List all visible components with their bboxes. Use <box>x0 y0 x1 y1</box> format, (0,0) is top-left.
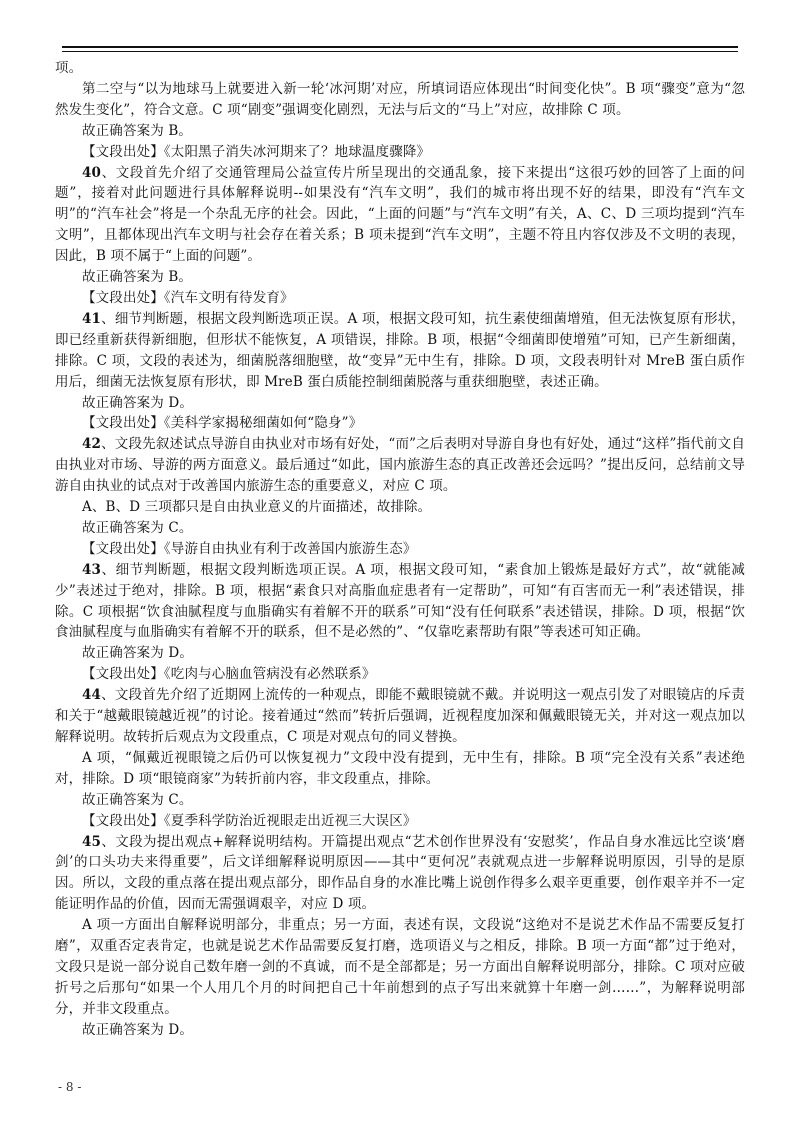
question-paragraph: 42、文段先叙述试点导游自由执业对市场有好处，“而”之后表明对导游自身也有好处，通过“这样”指代前文自由执业对市场、导游的两方面意义。最后通过“如此，国内旅游生态的真正改善还会远吗？”提出反问，总结前文导游自由执业的试点对于改善国内旅游生态的重要意义，对应 C 项。 <box>55 436 745 495</box>
source-line: 【文段出处】《夏季科学防治近视眼走出近视三大误区》 <box>82 812 417 829</box>
source-line: 【文段出处】《导游自由执业有利于改善国内旅游生态》 <box>82 540 417 557</box>
header-rule-thin <box>62 51 738 52</box>
question-paragraph: 40、文段首先介绍了交通管理局公益宣传片所呈现出的交通乱象，接下来提出“这很巧妙的回答了上面的问题”，接着对此问题进行具体解释说明--如果没有“汽车文明”，我们的城市将出现不好的结果，即没有“汽车文明”的“汽车社会”将是一个杂乱无序的社会。因此，“上面的问题”与“汽车文明”有关，A、C、D 三项均提到“汽车文明”，且都体现出汽车文明与社会存在着关系；B 项未提到“汽车文明”，主题不符且内容仅涉及不文明的表现，因此，B 项不属于“上面的问题”。 <box>55 164 745 265</box>
question-paragraph: 44、文段首先介绍了近期网上流传的一种观点，即能不戴眼镜就不戴。并说明这一观点引发了对眼镜店的斥责和关于“越戴眼镜越近视”的讨论。接着通过“然而”转折后强调，近视程度加深和佩戴眼镜无关，并对这一观点加以解释说明。故转折后观点为文段重点，C 项是对观点句的同义替换。 <box>55 687 745 745</box>
paragraph: A、B、D 三项都只是自由执业意义的片面描述，故排除。 <box>82 499 432 516</box>
source-line: 【文段出处】《太阳黑子消失冰河期来了？地球温度骤降》 <box>82 143 431 160</box>
question-number: 45 <box>82 833 102 850</box>
question-paragraph: 45、文段为提出观点+解释说明结构。开篇提出观点“艺术创作世界没有‘安慰奖’，作品自身水准远比空谈‘磨剑’的口头功夫来得重要”，后文详细解释说明原因——其中“更何况”表就观点进一步解释说明原因，引导的是原因。所以，文段的重点落在提出观点部分，即作品自身的水准比嘴上说创作得多么艰辛更重要，创作艰辛并不一定能证明作品的价值，因而无需强调艰辛，对应 D 项。 <box>55 833 745 913</box>
paragraph: 项。 <box>55 60 83 76</box>
answer-line: 故正确答案为 B。 <box>82 122 193 139</box>
source-line: 【文段出处】《美科学家揭秘细菌如何“隐身”》 <box>82 415 363 432</box>
answer-line: 故正确答案为 D。 <box>82 394 193 411</box>
paragraph: 第二空与“以为地球马上就要进入新一轮‘冰河期’对应，所填词语应体现出“时间变化快”。B 项“骤变”意为“忽然发生变化”，符合文意。C 项“剧变”强调变化剧烈，无法与后文的“马上”对应，故排除 C 项。 <box>55 80 745 118</box>
source-line: 【文段出处】《吃肉与心脑血管病没有必然联系》 <box>82 666 376 683</box>
paragraph: A 项一方面出自解释说明部分，非重点；另一方面，表述有误，文段说“这绝对不是说艺术作品不需要反复打磨”，双重否定表肯定，也就是说艺术作品需要反复打磨，选项语义与之相反，排除。B 项一方面“都”过于绝对，文段只是说一部分说自己数年磨一剑的不真诚，而不是全部都是；另一方面出自解释说明部分，排除。C 项对应破折号之后那句“如果一个人用几个月的时间把自己十年前想到的点子写出来就算十年磨一剑……”，为解释说明部分，并非文段重点。 <box>55 917 745 1017</box>
document-body <box>55 58 745 1041</box>
answer-line: 故正确答案为 C。 <box>82 519 193 536</box>
paragraph: A 项，“佩戴近视眼镜之后仍可以恢复视力”文段中没有提到，无中生有，排除。B 项“完全没有关系”表述绝对，排除。D 项“眼镜商家”为转折前内容，非文段重点，排除。 <box>55 749 745 787</box>
header-rule-thick <box>62 46 738 48</box>
page-number: - 8 - <box>58 1080 82 1094</box>
source-line: 【文段出处】《汽车文明有待发育》 <box>82 289 294 306</box>
question-number: 42 <box>82 436 102 453</box>
question-number: 40 <box>82 164 102 181</box>
answer-line: 故正确答案为 C。 <box>82 791 193 808</box>
question-number: 44 <box>82 687 102 704</box>
answer-line: 故正确答案为 D。 <box>82 1021 193 1038</box>
answer-line: 故正确答案为 D。 <box>82 645 193 662</box>
answer-line: 故正确答案为 B。 <box>82 269 193 286</box>
question-number: 41 <box>82 310 102 327</box>
question-number: 43 <box>82 561 102 578</box>
question-paragraph: 41、细节判断题，根据文段判断选项正误。A 项，根据文段可知，抗生素使细菌增殖，但无法恢复原有形状，即已经重新获得新细胞，但形状不能恢复，A 项错误，排除。B 项，根据“令细菌即使增殖”可知，已产生新细菌，排除。C 项，文段的表述为，细菌脱落细胞壁，故“变异”无中生有，排除。D 项，文段表明针对 MreB 蛋白质作用后，细菌无法恢复原有形状，即 MreB 蛋白质能控制细菌脱落与重获细胞壁，表述正确。 <box>55 310 745 390</box>
question-paragraph: 43、细节判断题，根据文段判断选项正误。A 项，根据文段可知，“素食加上锻炼是最好方式”，故“就能减少”表述过于绝对，排除。B 项，根据“素食只对高脂血症患者有一定帮助”，可知“有百害而无一利”表述错误，排除。C 项根据“饮食油腻程度与血脂确实有着解不开的联系”可知“没有任何联系”表述错误，排除。D 项，根据“饮食油腻程度与血脂确实有着解不开的联系，但不是必然的”、“仅靠吃素帮助有限”等表述可知正确。 <box>55 561 745 641</box>
